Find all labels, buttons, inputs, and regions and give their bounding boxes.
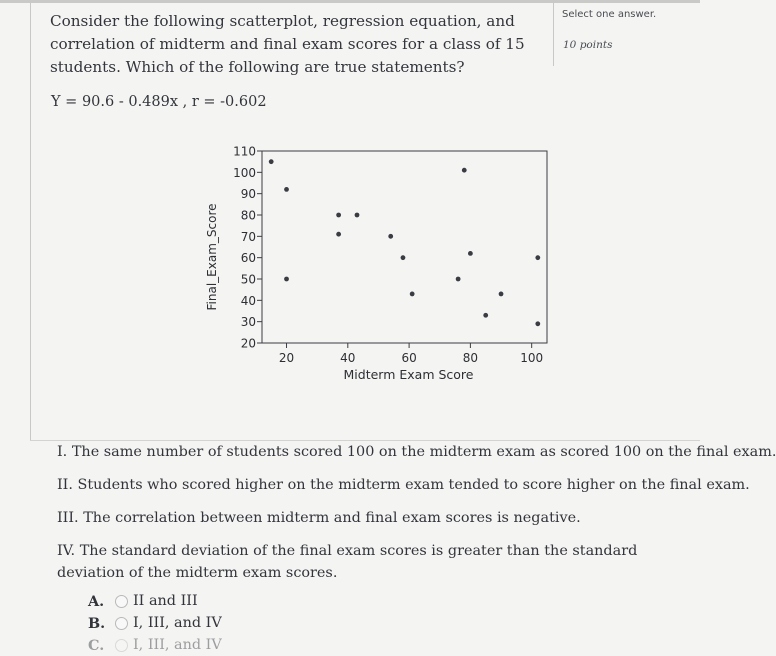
choice-a-radio[interactable] xyxy=(115,595,128,608)
scatter-point xyxy=(388,234,393,239)
choice-b-label: I, III, and IV xyxy=(133,615,222,631)
y-tick-label: 40 xyxy=(240,293,256,308)
y-tick-label: 60 xyxy=(240,251,256,266)
choice-a-letter: A. xyxy=(88,592,105,610)
scatter-point xyxy=(462,168,467,173)
choice-a[interactable] xyxy=(88,590,198,612)
choice-b-radio[interactable] xyxy=(115,617,128,630)
scatter-point xyxy=(410,292,415,297)
choice-c[interactable] xyxy=(88,634,222,656)
scatterplot-layer xyxy=(205,145,547,383)
scatterplot xyxy=(196,143,556,393)
y-tick-label: 80 xyxy=(240,208,256,223)
statement-i: I. The same number of students scored 100 on the midterm exam as scored 100 on the final exam. xyxy=(57,444,776,460)
choice-b-letter: B. xyxy=(88,614,106,632)
regression-equation: Y = 90.6 - 0.489x , r = -0.602 xyxy=(51,94,267,110)
y-tick-label: 20 xyxy=(240,336,256,351)
points-value: 10 points xyxy=(563,39,613,51)
choice-b[interactable] xyxy=(88,612,222,634)
y-tick-label: 100 xyxy=(233,165,256,180)
top-divider xyxy=(0,0,700,3)
scatter-point xyxy=(468,251,473,256)
scatter-point xyxy=(336,232,341,237)
y-tick-label: 50 xyxy=(240,272,256,287)
y-tick-label: 90 xyxy=(240,187,256,202)
statement-ii: II. Students who scored higher on the midterm exam tended to score higher on the final exam. xyxy=(57,477,750,493)
x-tick-label: 60 xyxy=(401,351,417,365)
y-tick-label: 30 xyxy=(240,315,256,330)
plot-frame xyxy=(262,151,547,343)
choice-a-label: II and III xyxy=(133,593,198,609)
choice-c-letter: C. xyxy=(88,636,105,654)
statement-iv: IV. The standard deviation of the final exam scores is greater than the standard deviation of the midterm exam scores. xyxy=(57,543,638,581)
choice-c-label: I, III, and IV xyxy=(133,637,222,653)
scatter-point xyxy=(336,213,341,218)
scatter-point xyxy=(355,213,360,218)
question-text: Consider the following scatterplot, regression equation, and correlation of midterm and final exam scores for a class of 15 students. Which of the following are true statements? xyxy=(50,12,525,76)
x-tick-label: 40 xyxy=(340,351,356,365)
x-tick-label: 100 xyxy=(520,351,544,365)
scatter-point xyxy=(284,277,289,282)
scatter-point xyxy=(535,255,540,260)
scatter-point xyxy=(401,255,406,260)
meta-divider xyxy=(553,0,554,66)
scatter-point xyxy=(456,277,461,282)
x-tick-label: 20 xyxy=(278,351,295,365)
statement-iii: III. The correlation between midterm and final exam scores is negative. xyxy=(57,510,581,526)
x-axis-label: Midterm Exam Score xyxy=(343,367,474,382)
left-divider xyxy=(30,0,31,440)
scatter-point xyxy=(284,187,289,192)
x-tick-label: 80 xyxy=(462,351,479,365)
y-tick-label: 110 xyxy=(233,144,256,159)
y-tick-label: 70 xyxy=(240,229,256,244)
select-instruction: Select one answer. xyxy=(562,9,657,20)
scatter-point xyxy=(269,159,274,164)
scatter-point xyxy=(499,292,504,297)
scatter-point xyxy=(483,313,488,318)
choice-c-radio[interactable] xyxy=(115,639,128,652)
scatter-point xyxy=(535,321,540,326)
y-axis-label: Final_Exam_Score xyxy=(205,203,219,311)
